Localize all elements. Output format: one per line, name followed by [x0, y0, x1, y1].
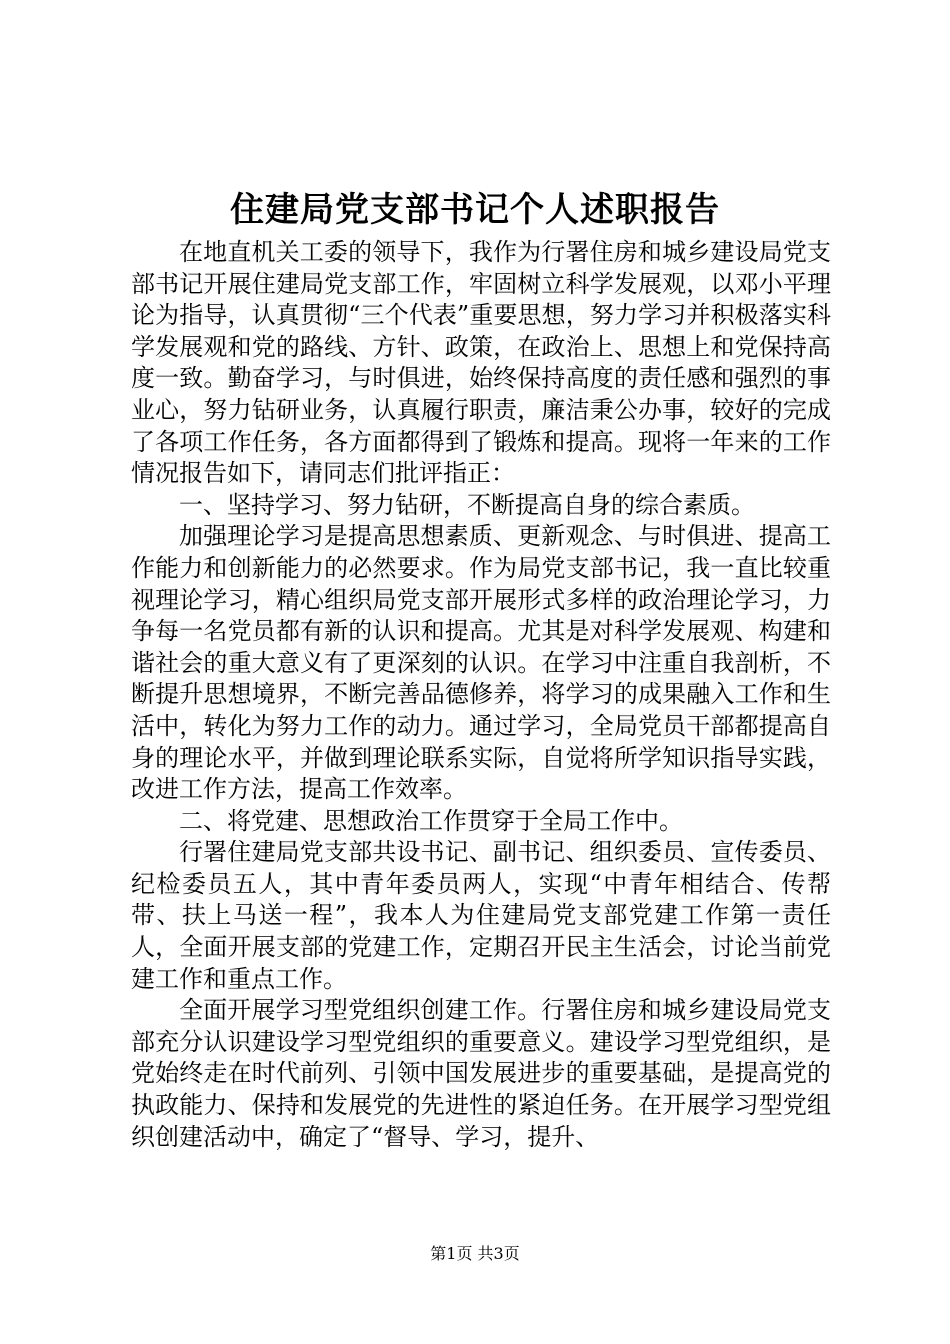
page-footer: 第1页 共3页: [430, 1244, 520, 1263]
section-heading-1: 一、坚持学习、努力钻研，不断提高自身的综合素质。: [179, 490, 755, 519]
document-body: [131, 237, 831, 1153]
paragraph-branch-structure: 行署住建局党支部共设书记、副书记、组织委员、宣传委员、纪检委员五人，其中青年委员两人，实现“中青年相结合、传帮带、扶上马送一程”，我本人为住建局党支部党建工作第一责任人，全面开展支部的党建工作，定期召开民主生活会，讨论当前党建工作和重点工作。: [131, 838, 831, 993]
document-title: 住建局党支部书记个人述职报告: [230, 190, 720, 230]
paragraph-intro: 在地直机关工委的领导下，我作为行署住房和城乡建设局党支部书记开展住建局党支部工作，牢固树立科学发展观，以邓小平理论为指导，认真贯彻“三个代表”重要思想，努力学习并积极落实科学发展观和党的路线、方针、政策，在政治上、思想上和党保持高度一致。勤奋学习，与时俱进，始终保持高度的责任感和强烈的事业心，努力钻研业务，认真履行职责，廉洁秉公办事，较好的完成了各项工作任务，各方面都得到了锻炼和提高。现将一年来的工作情况报告如下，请同志们批评指正：: [131, 238, 831, 488]
paragraph-learning-org: 全面开展学习型党组织创建工作。行署住房和城乡建设局党支部充分认识建设学习型党组织的重要意义。建设学习型党组织，是党始终走在时代前列、引领中国发展进步的重要基础，是提高党的执政能力、保持和发展党的先进性的紧迫任务。在开展学习型党组织创建活动中，确定了“督导、学习，提升、: [131, 996, 831, 1151]
paragraph-theory-study: 加强理论学习是提高思想素质、更新观念、与时俱进、提高工作能力和创新能力的必然要求。作为局党支部书记，我一直比较重视理论学习，精心组织局党支部开展形式多样的政治理论学习，力争每一名党员都有新的认识和提高。尤其是对科学发展观、构建和谐社会的重大意义有了更深刻的认识。在学习中注重自我剖析，不断提升思想境界，不断完善品德修养，将学习的成果融入工作和生活中，转化为努力工作的动力。通过学习，全局党员干部都提高自身的理论水平，并做到理论联系实际，自觉将所学知识指导实践，改进工作方法，提高工作效率。: [131, 522, 831, 804]
section-heading-2: 二、将党建、思想政治工作贯穿于全局工作中。: [179, 806, 683, 835]
